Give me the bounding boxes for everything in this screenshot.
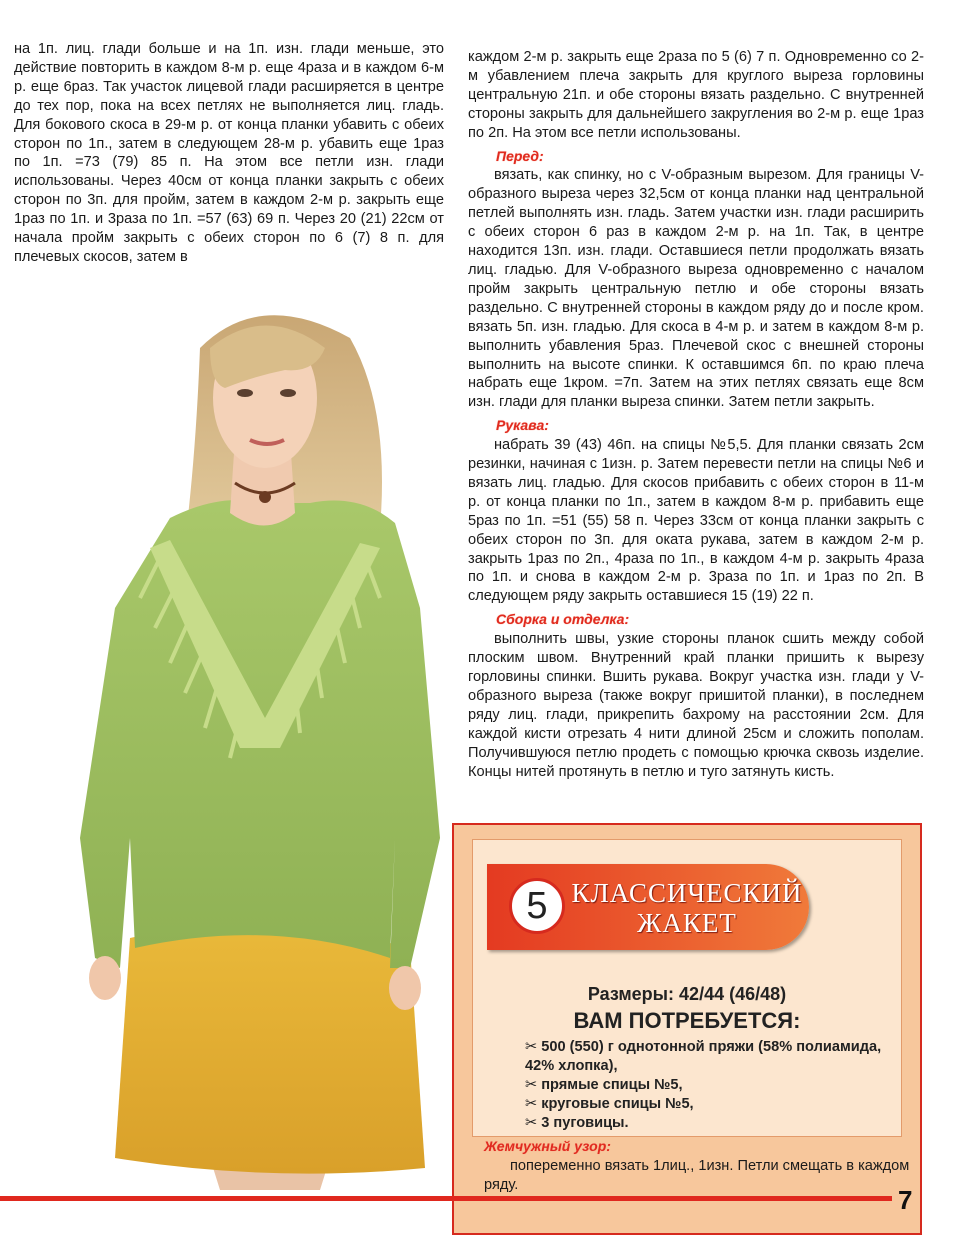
front-instructions: вязать, как спинку, но с V-образным вырезом. Для границы V-образного выреза через 32,5см от конца планки над центральной петлей выполнять изн. гладь. Затем участки изн. глади расширить с обеих сторон 6 раз в каждом 2-м р. на 1п. Так, в центре находится 13п. изн. глади. Оставшиеся петли продолжать вязать лиц. гладью. Для V-образного выреза одновременно с началом пройм закрыть центральную петлю и обе стороны вязать раздельно. С внутренней стороны в каждом ряду до и после кром. вязать 5п. изн. гладью. Для скоса в 4-м р. и затем в каждом 8-м р. выполнить убавления 5раз. Плечевой скос с внешней стороны выполнить на высоте спинки. К оставшимся 6п. по краю плеча набрать еще 1кром. =7п. Затем на этих петлях связать еще 8см изн. глади для планки выреза спинки. Затем петли закрыть. <box>468 167 924 411</box>
sleeve-instructions: набрать 39 (43) 46п. на спицы №5,5. Для планки связать 2см резинки, начиная с 1изн. р. Затем перевести петли на спицы №6 и вязать лиц. гладью. Для скосов прибавить с обеих сторон в 11-м р. от конца планки по 1п., затем в каждом 8-м р. прибавить еще 5раз по 1п. =51 (55) 58 п. Через 33см от конца планки закрыть с обеих сторон по 3п. для оката рукава, затем в каждом 2-м р. закрыть 1раз по 2п., 4раза по 1п., в каждом 4-м р. закрыть 4раза по 1п. и снова в каждом 2-м р. 3раза по 1п. и 1раз по 2п. В следующем ряду закрыть оставшиеся 15 (19) 22 п. <box>468 437 924 605</box>
right-text-column <box>468 48 924 781</box>
pattern-info-box <box>452 823 922 1235</box>
pattern-heading: Жемчужный узор: <box>484 1138 611 1154</box>
sleeve-heading: Рукава: <box>496 417 549 434</box>
materials-heading: ВАМ ПОТРЕБУЕТСЯ: <box>573 1008 801 1033</box>
pattern-title <box>569 878 805 938</box>
left-paragraph: на 1п. лиц. глади больше и на 1п. изн. глади меньше, это действие повторить в каждом 8-м р. еще 4раза и в каждом 6-м р. еще 6раз. Так участок лицевой глади расширяется в центре до тех пор, пока на всех петлях не выполняется лиц. гладь. Для бокового скоса в 29-м р. от конца планки убавить с обеих сторон по 1п., затем в следующем 28-м р. убавить еще 1раз по 1п. =73 (79) 85 п. На этом все петли изн. глади использованы. Через 40см от конца планки закрыть с обеих сторон по 3п. для пройм, затем в каждом 2-м р. закрыть еще 1раз по 1п. и 3раза по 1п. =57 (63) 69 п. Через 20 (21) 22см от начала пройм закрыть с обеих сторон по 6 (7) 8 п. для плечевых скосов, затем в <box>14 41 444 265</box>
title-banner <box>487 864 809 950</box>
material-item: ✂ 500 (550) г однотонной пряжи (58% полиамида, 42% хлопка), <box>525 1039 882 1074</box>
material-item: ✂ круговые спицы №5, <box>525 1095 694 1112</box>
page-number: 7 <box>898 1185 913 1215</box>
scissors-icon: ✂ <box>525 1039 538 1055</box>
assembly-heading: Сборка и отделка: <box>496 611 630 628</box>
scissors-icon: ✂ <box>525 1076 538 1093</box>
scissors-icon: ✂ <box>525 1114 538 1131</box>
pattern-number-badge: 5 <box>509 878 565 934</box>
model-photo <box>60 278 460 1190</box>
title-line-1: КЛАССИЧЕСКИЙ <box>571 878 803 908</box>
material-item: ✂ 3 пуговицы. <box>525 1114 629 1131</box>
front-heading: Перед: <box>496 147 544 164</box>
materials-list <box>525 1038 885 1133</box>
scissors-icon: ✂ <box>525 1095 538 1112</box>
sizes-line: Размеры: 42/44 (46/48) <box>587 984 787 1004</box>
left-text-column <box>14 40 444 267</box>
info-inner-panel <box>472 839 902 1137</box>
title-line-2: ЖАКЕТ <box>637 908 737 938</box>
back-continuation: каждом 2-м р. закрыть еще 2раза по 5 (6) 7 п. Одновременно со 2-м убавлением плеча закрыть для круглого выреза горловины центральную 21п. и обе стороны вязать раздельно. С внутренней стороны закрыть для дальнейшего закругления во 2-м р. еще 1раз по 2п. На этом все петли использованы. <box>468 49 924 141</box>
assembly-instructions: выполнить швы, узкие стороны планок сшить между собой плоским швом. Внутренний край планки пришить к вырезу горловины спинки. Вшить рукава. Вокруг участка изн. глади у V-образного выреза (также вокруг пришитой планки), в последнем ряду лиц. глади, прикрепить бахрому на расстоянии 2см. Для каждой кисти отрезать 4 нити длиной 25см и сложить пополам. Получившуюся петлю продеть с помощью крючка сквозь изделие. Концы нитей протянуть в петлю и туго затянуть кисть. <box>468 631 924 780</box>
pattern-instructions: попеременно вязать 1лиц., 1изн. Петли смещать в каждом ряду. <box>484 1157 910 1193</box>
material-item: ✂ прямые спицы №5, <box>525 1076 683 1093</box>
bottom-rule <box>0 1196 892 1201</box>
pattern-section <box>484 1133 920 1195</box>
